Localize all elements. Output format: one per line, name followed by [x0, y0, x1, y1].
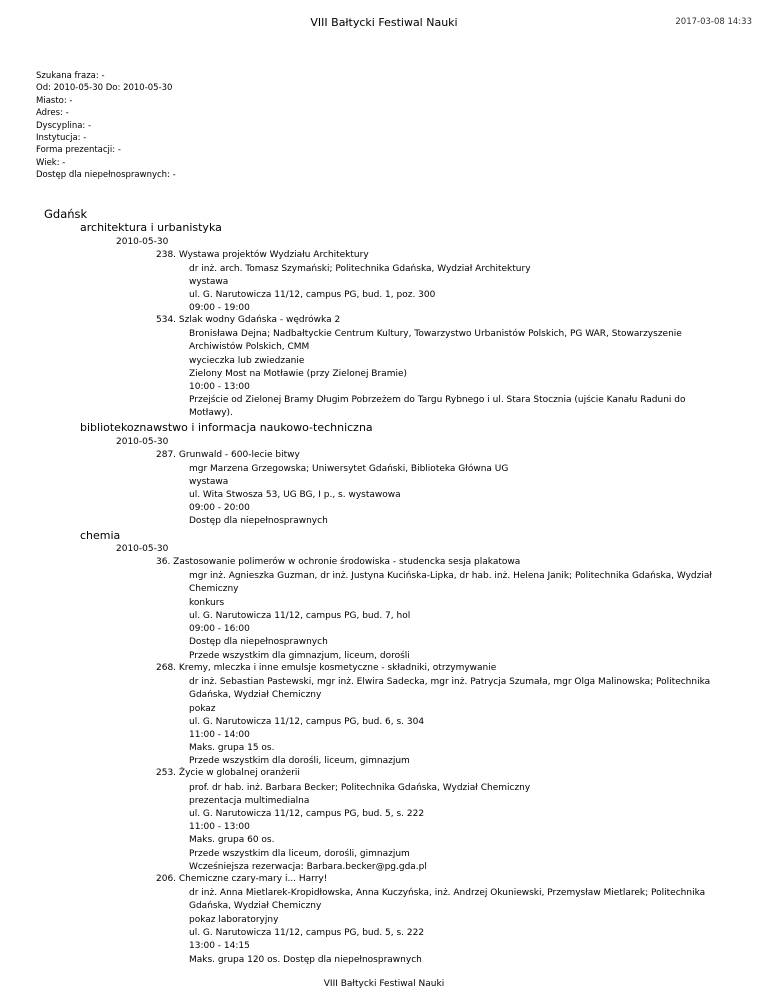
event-title: 238. Wystawa projektów Wydziału Architektury	[156, 250, 369, 260]
filter-date-range: Od: 2010-05-30 Do: 2010-05-30	[36, 83, 173, 94]
event-address: ul. G. Narutowicza 11/12, campus PG, bud. 5, s. 222	[189, 928, 425, 938]
event-title: 206. Chemiczne czary-mary i... Harry!	[156, 874, 328, 884]
filter-presentation-form: Forma prezentacji: -	[36, 145, 121, 156]
event-reservation: Wcześniejsza rezerwacja: Barbara.becker@pg.gda.pl	[189, 862, 427, 872]
event-address: ul. G. Narutowicza 11/12, campus PG, bud. 6, s. 304	[189, 717, 425, 727]
filter-discipline: Dyscyplina: -	[36, 120, 92, 131]
filter-phrase: Szukana fraza: -	[36, 71, 105, 81]
event-accessibility: Dostęp dla niepełnosprawnych	[189, 516, 328, 526]
event-time: 09:00 - 16:00	[189, 624, 250, 634]
search-filters	[36, 70, 176, 182]
page-footer: VIII Bałtycki Festiwal Nauki	[323, 979, 445, 989]
event-organizer: prof. dr hab. inż. Barbara Becker; Politechnika Gdańska, Wydział Chemiczny	[189, 783, 531, 793]
event-title: 287. Grunwald - 600-lecie bitwy	[156, 450, 300, 460]
event-organizer: dr inż. arch. Tomasz Szymański; Politechnika Gdańska, Wydział Architektury	[189, 264, 531, 274]
filter-city: Miasto: -	[36, 95, 73, 106]
city-heading: Gdańsk	[44, 207, 88, 221]
event-audience: Przede wszystkim dla gimnazjum, liceum, dorośli	[189, 651, 410, 661]
event-group-size: Maks. grupa 15 os.	[189, 743, 275, 753]
event-group-size: Maks. grupa 120 os. Dostęp dla niepełnosprawnych	[189, 955, 422, 965]
date-heading: 2010-05-30	[116, 544, 169, 554]
event-time: 11:00 - 14:00	[189, 730, 250, 740]
event-address: ul. G. Narutowicza 11/12, campus PG, bud. 7, hol	[189, 611, 411, 621]
event-accessibility: Dostęp dla niepełnosprawnych	[189, 637, 328, 647]
event-organizer: dr inż. Sebastian Pastewski, mgr inż. Elwira Sadecka, mgr inż. Patrycja Szumała, mgr Olga Malinowska; Politechnika Gdańska, Wydział Chemiczny	[189, 677, 711, 701]
page-header-datetime: 2017-03-08 14:33	[675, 17, 752, 27]
filter-institution: Instytucja: -	[36, 133, 87, 144]
event-organizer: dr inż. Anna Mietlarek-Kropidłowska, Anna Kuczyńska, inż. Andrzej Okuniewski, Przemysław Mietlarek; Politechnika Gdańska, Wydział Chemiczny	[189, 888, 706, 912]
event-time: 11:00 - 13:00	[189, 822, 250, 832]
filter-age: Wiek: -	[36, 157, 66, 168]
event-title: 268. Kremy, mleczka i inne emulsje kosmetyczne - składniki, otrzymywanie	[156, 663, 497, 673]
date-heading: 2010-05-30	[116, 437, 169, 447]
event-title: 36. Zastosowanie polimerów w ochronie środowiska - studencka sesja plakatowa	[156, 557, 521, 567]
event-form: wycieczka lub zwiedzanie	[189, 356, 305, 366]
event-form: pokaz	[189, 704, 216, 714]
event-address: ul. G. Narutowicza 11/12, campus PG, bud. 1, poz. 300	[189, 290, 436, 300]
event-title: 253. Życie w globalnej oranżerii	[156, 768, 300, 778]
event-address: Zielony Most na Motławie (przy Zielonej Bramie)	[189, 369, 408, 379]
filter-accessibility: Dostęp dla niepełnosprawnych: -	[36, 170, 176, 181]
date-heading: 2010-05-30	[116, 237, 169, 247]
event-organizer: mgr Marzena Grzegowska; Uniwersytet Gdański, Biblioteka Główna UG	[189, 464, 509, 474]
event-time: 13:00 - 14:15	[189, 941, 250, 951]
event-form: konkurs	[189, 598, 225, 608]
page-header-title: VIII Bałtycki Festiwal Nauki	[310, 16, 458, 29]
event-description: Przejście od Zielonej Bramy Długim Pobrzeżem do Targu Rybnego i ul. Stara Stocznia (ujście Kanału Raduni do Motławy).	[189, 395, 686, 419]
event-form: wystawa	[189, 477, 229, 487]
event-form: prezentacja multimedialna	[189, 796, 310, 806]
discipline-heading: chemia	[80, 529, 121, 542]
discipline-heading: bibliotekoznawstwo i informacja naukowo-techniczna	[80, 421, 373, 434]
discipline-heading: architektura i urbanistyka	[80, 221, 222, 234]
event-time: 10:00 - 13:00	[189, 382, 250, 392]
event-form: pokaz laboratoryjny	[189, 915, 279, 925]
event-group-size: Maks. grupa 60 os.	[189, 835, 275, 845]
filter-address: Adres: -	[36, 108, 69, 119]
event-address: ul. G. Narutowicza 11/12, campus PG, bud. 5, s. 222	[189, 809, 425, 819]
event-audience: Przede wszystkim dla liceum, dorośli, gimnazjum	[189, 849, 410, 859]
event-time: 09:00 - 20:00	[189, 503, 250, 513]
event-organizer: mgr inż. Agnieszka Guzman, dr inż. Justyna Kucińska-Lipka, dr hab. inż. Helena Janik; Politechnika Gdańska, Wydział Chemiczny	[189, 571, 712, 595]
event-title: 534. Szlak wodny Gdańska - wędrówka 2	[156, 315, 341, 325]
event-form: wystawa	[189, 277, 229, 287]
event-audience: Przede wszystkim dla dorośli, liceum, gimnazjum	[189, 756, 410, 766]
event-organizer: Bronisława Dejna; Nadbałtyckie Centrum Kultury, Towarzystwo Urbanistów Polskich, PG WAR, Stowarzyszenie Archiwistów Polskich, CMM	[189, 329, 682, 353]
event-time: 09:00 - 19:00	[189, 303, 250, 313]
event-address: ul. Wita Stwosza 53, UG BG, I p., s. wystawowa	[189, 490, 401, 500]
